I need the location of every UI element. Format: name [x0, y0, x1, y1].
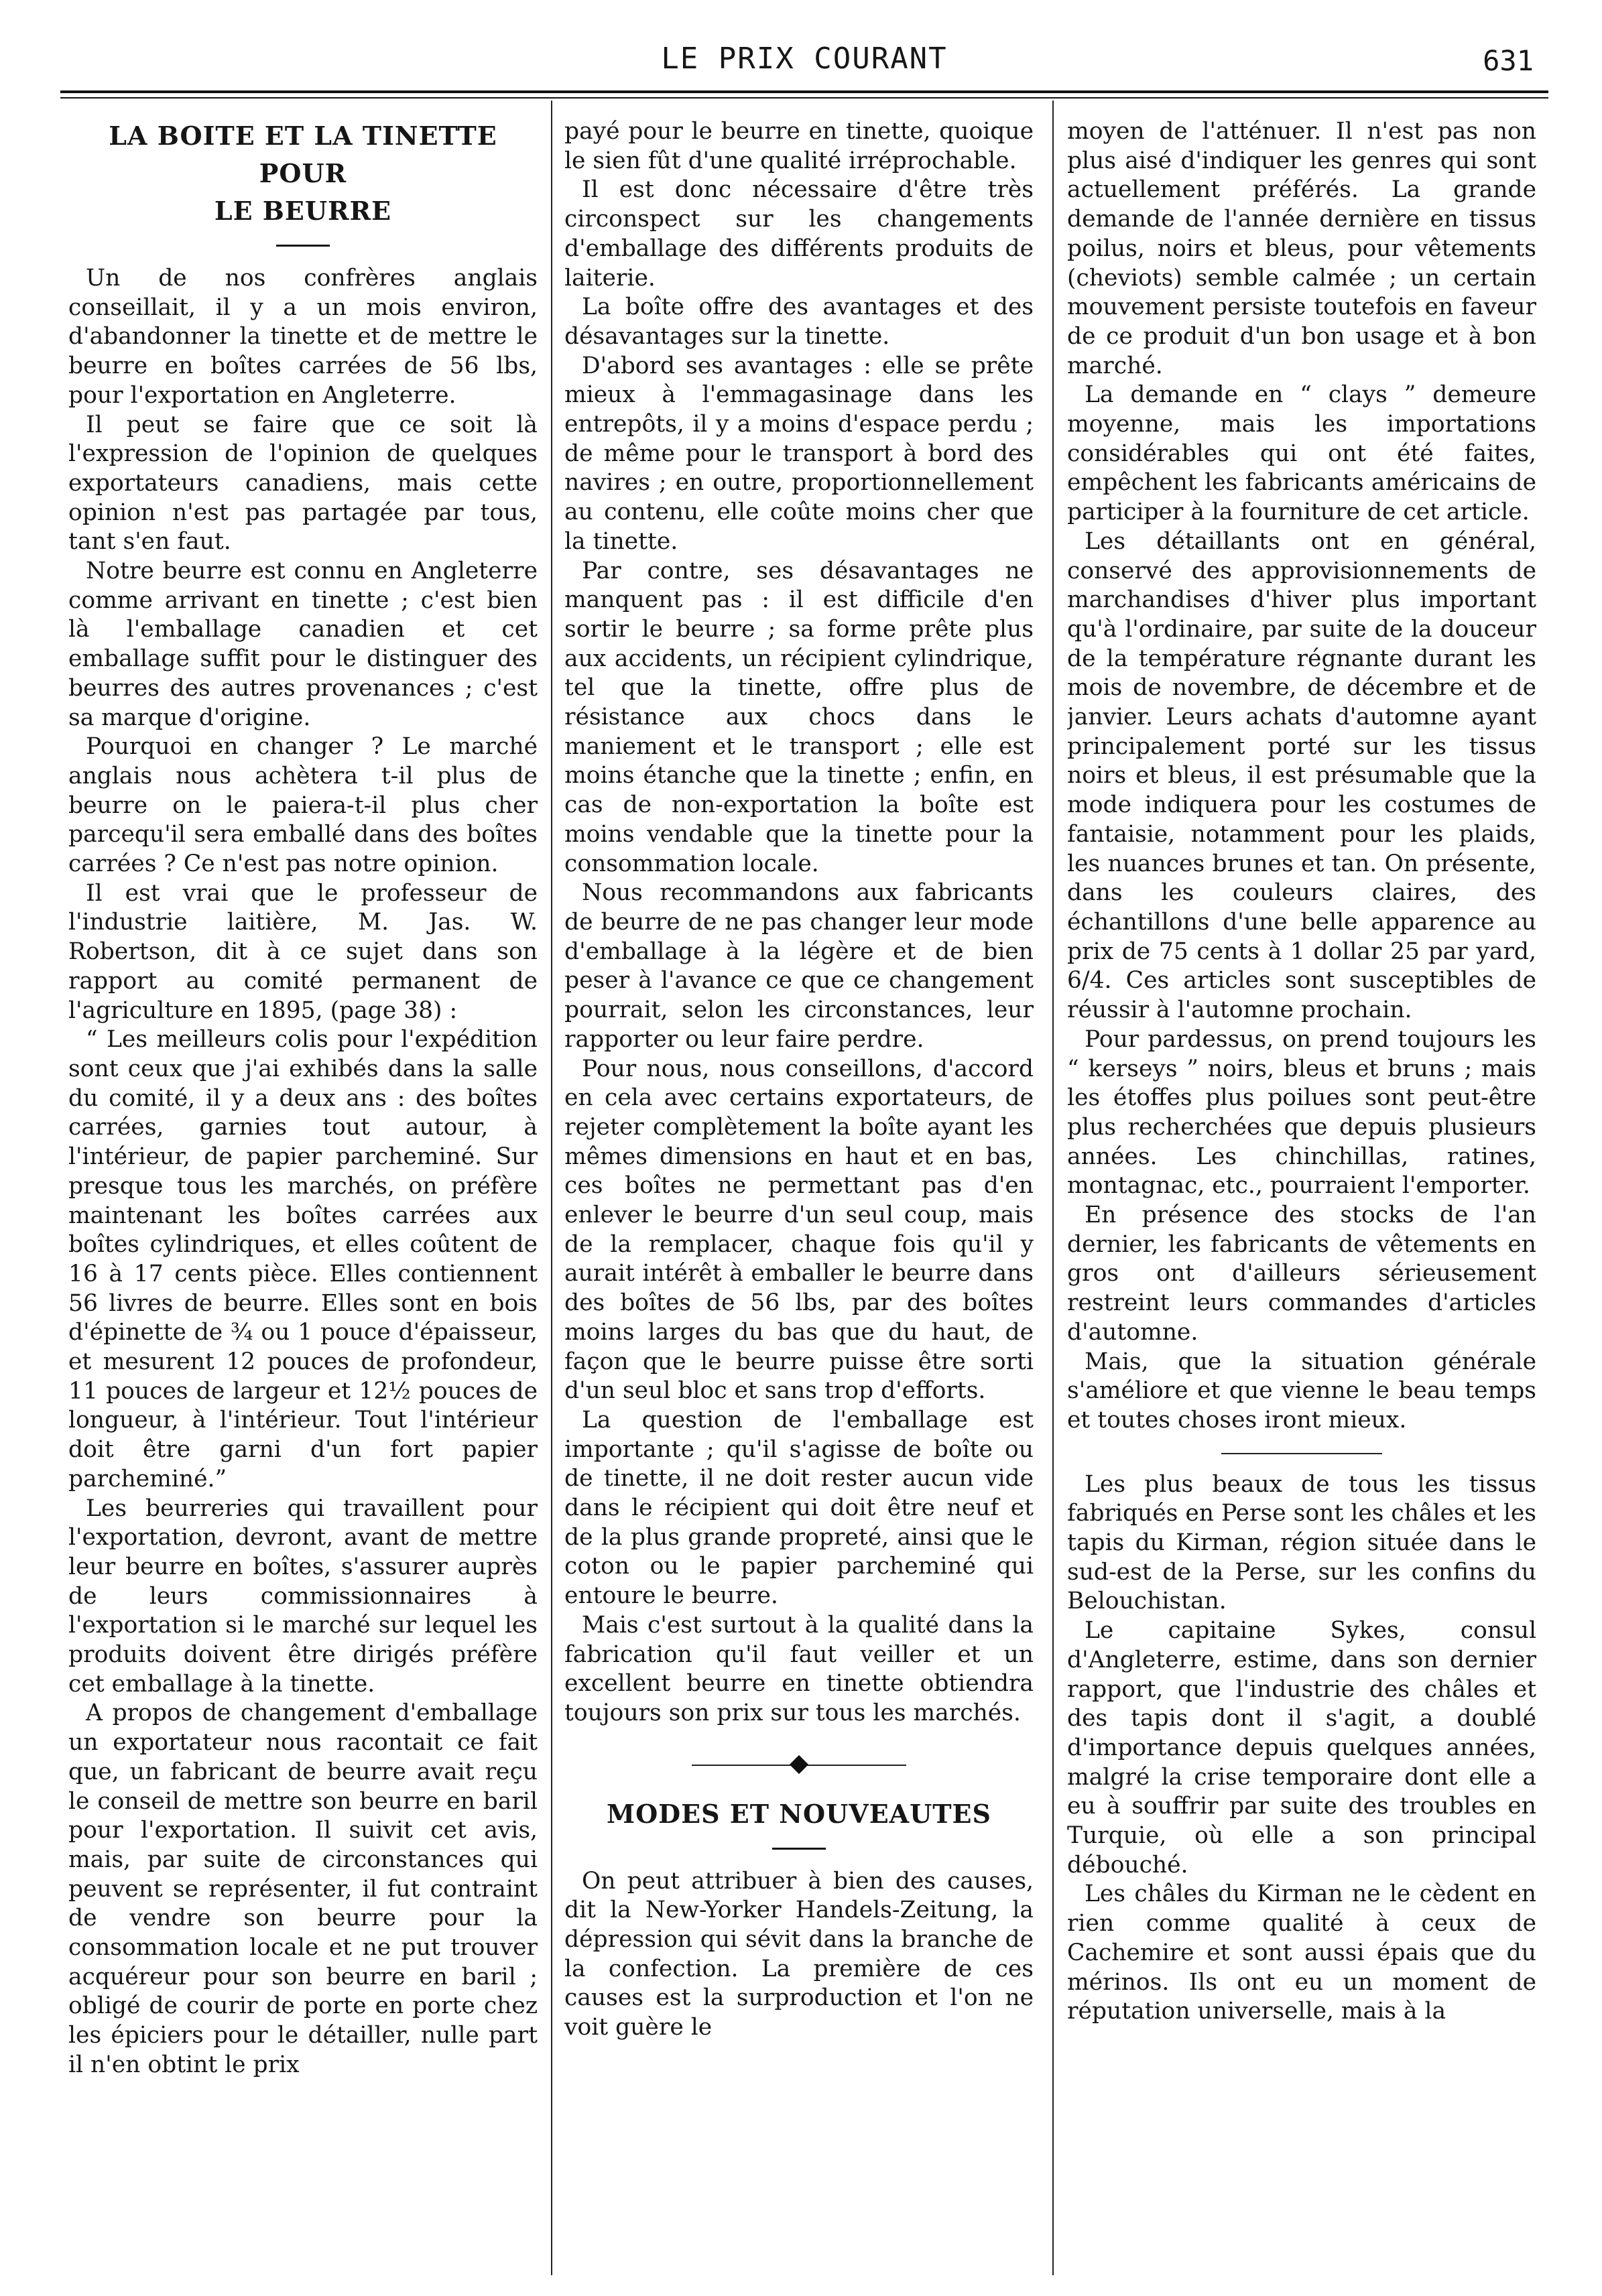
article-title-cont: LE BEURRE: [214, 196, 392, 226]
header-rule: [60, 90, 1548, 93]
page-header: [60, 42, 1548, 88]
paragraph: Pourquoi en changer ? Le marché anglais nous achètera t-il plus de beurre on le paiera-t-il plus cher parcequ'il sera emballé dans des boîtes carrées ? Ce n'est pas notre opinion.: [68, 733, 538, 878]
paragraph: Le capitaine Sykes, consul d'Angleterre, estime, dans son dernier rapport, que l'industrie des châles et des tapis dont il s'agit, a doublé d'importance depuis quelques années, malgré la crise temporaire dont elle a eu à souffrir par suite des troubles en Turquie, où elle a son principal débouché.: [1067, 1617, 1536, 1878]
paragraph: Un de nos confrères anglais conseillait, il y a un mois environ, d'abandonner la tinette et de mettre le beurre en boîtes carrées de 56 lbs, pour l'exportation en Angleterre.: [68, 265, 538, 409]
page-number: 631: [1483, 44, 1534, 77]
paragraph: On peut attribuer à bien des causes, dit la New-Yorker Handels-Zeitung, la dépression qui sévit dans la branche de la confection. La première de ces causes est la surproduction et l'on ne voit guère le: [564, 1867, 1034, 2041]
column-divider: [1052, 101, 1054, 2275]
paragraph: Il est donc nécessaire d'être très circonspect sur les changements d'emballage des différents produits de laiterie.: [564, 176, 1034, 292]
paragraph: Par contre, ses désavantages ne manquent pas : il est difficile d'en sortir le beurre ; sa forme prête plus aux accidents, un récipient cylindrique, tel que la tinette, offre plus de résistance aux chocs dans le maniement et le transport ; elle est moins étanche que la tinette ; enfin, en cas de non-exportation la boîte est moins vendable que la tinette pour la consommation locale.: [564, 557, 1034, 877]
column-3: [1067, 117, 1536, 2272]
paragraph: moyen de l'atténuer. Il n'est pas non plus aisé d'indiquer les genres qui sont actuellement préférés. La grande demande de l'année dernière en tissus poilus, noirs et bleus, pour vêtements (cheviots) semble calmée ; un certain mouvement persiste toutefois en faveur de ce produit d'un bon usage et à bon marché.: [1067, 118, 1536, 379]
header-rule-thin: [60, 97, 1548, 99]
paragraph: D'abord ses avantages : elle se prête mieux à l'emmagasinage dans les entrepôts, il y a moins d'espace perdu ; de même pour le transport à bord des navires ; en outre, proportionnellement au contenu, elle coûte moins cher que la tinette.: [564, 352, 1034, 555]
article-title: LA BOITE ET LA TINETTE POUR: [109, 121, 497, 188]
paragraph: A propos de changement d'emballage un exportateur nous racontait ce fait que, un fabricant de beurre avait reçu le conseil de mettre son beurre en baril pour l'exportation. Il suivit cet avis, mais, par suite de circonstances qui peuvent se représenter, il fut contraint de vendre son beurre pour la consommation locale et ne put trouver acquéreur pour son beurre en baril ; obligé de courir de porte en porte chez les épiciers pour le détailler, nulle part il n'en obtint le prix: [68, 1700, 538, 2078]
section-rule: [1221, 1453, 1382, 1454]
paragraph: Mais, que la situation générale s'améliore et que vienne le beau temps et toutes choses iront mieux.: [1067, 1348, 1536, 1433]
title-rule: [276, 245, 330, 247]
column-2: [564, 117, 1034, 2272]
paragraph: Il est vrai que le professeur de l'industrie laitière, M. Jas. W. Robertson, dit à ce sujet dans son rapport au comité permanent de l'agriculture en 1895, (page 38) :: [68, 879, 538, 1024]
paragraph: Il peut se faire que ce soit là l'expression de l'opinion de quelques exportateurs canadiens, mais cette opinion n'est pas partagée par tous, tant s'en faut.: [68, 411, 538, 556]
title-rule: [772, 1848, 826, 1850]
paragraph: Les châles du Kirman ne le cèdent en rien comme qualité à ceux de Cachemire et sont aussi épais que du mérinos. Ils ont eu un moment de réputation universelle, mais à la: [1067, 1880, 1536, 2025]
paragraph: La demande en “ clays ” demeure moyenne, mais les importations considérables qui ont été faites, empêchent les fabricants américains de participer à la fourniture de cet article.: [1067, 381, 1536, 526]
paragraph: La boîte offre des avantages et des désavantages sur la tinette.: [564, 294, 1034, 350]
paragraph: Les plus beaux de tous les tissus fabriqués en Perse sont les châles et les tapis du Kirman, région située dans le sud-est de la Perse, sur les confins du Belouchistan.: [1067, 1470, 1536, 1615]
article-title: MODES ET NOUVEAUTES: [607, 1798, 991, 1829]
journal-title: LE PRIX COURANT: [661, 42, 948, 76]
paragraph: Les détaillants ont en général, conservé des approvisionnements de marchandises d'hiver plus important qu'à l'ordinaire, par suite de la douceur de la température régnante durant les mois de novembre, de décembre et de janvier. Leurs achats d'automne ayant principalement porté sur les tissus noirs et bleus, il est présumable que la mode indiquera pour les costumes de fantaisie, notamment pour les plaids, les nuances brunes et tan. On présente, dans les couleurs claires, des échantillons d'une belle apparence au prix de 75 cents à 1 dollar 25 par yard, 6/4. Ces articles sont susceptibles de réussir à l'automne prochain.: [1067, 527, 1536, 1024]
diamond-ornament-icon: [790, 1755, 808, 1774]
paragraph: Pour pardessus, on prend toujours les “ kerseys ” noirs, bleus et bruns ; mais les étoffes plus poilues sont peut-être plus recherchées que depuis plusieurs années. Les chinchillas, ratines, montagnac, etc., pourraient l'emporter.: [1067, 1025, 1536, 1200]
section-separator: [564, 1755, 1034, 1775]
paragraph: Notre beurre est connu en Angleterre comme arrivant en tinette ; c'est bien là l'emballage canadien et cet emballage suffit pour le distinguer des beurres des autres provenances ; c'est sa marque d'origine.: [68, 558, 538, 731]
paragraph: Mais c'est surtout à la qualité dans la fabrication qu'il faut veiller et un excellent beurre en tinette obtiendra toujours son prix sur tous les marchés.: [564, 1611, 1034, 1726]
paragraph: Les beurreries qui travaillent pour l'exportation, devront, avant de mettre leur beurre en boîtes, s'assurer auprès de leurs commissionnaires à l'exportation si le marché sur lequel les produits doivent être dirigés préfère cet emballage à la tinette.: [68, 1494, 538, 1698]
paragraph: La question de l'emballage est importante ; qu'il s'agisse de boîte ou de tinette, il ne doit rester aucun vide dans le récipient qui doit être neuf et de la plus grande propreté, ainsi que le coton ou le papier parcheminé qui entoure le beurre.: [564, 1406, 1034, 1610]
paragraph: Pour nous, nous conseillons, d'accord en cela avec certains exportateurs, de rejeter complètement la boîte ayant les mêmes dimensions en haut et en bas, ces boîtes ne permettant pas d'en enlever le beurre d'un seul coup, mais de la remplacer, chaque fois qu'il y aurait intérêt à emballer le beurre dans des boîtes de 56 lbs, par des boîtes moins larges du bas que du haut, de façon que le beurre puisse être sorti d'un seul bloc et sans trop d'efforts.: [564, 1055, 1034, 1405]
quotation: “ Les meilleurs colis pour l'expédition sont ceux que j'ai exhibés dans la salle du comité, il y a deux ans : des boîtes carrées, garnies tout autour, à l'intérieur, de papier parcheminé. Sur presque tous les marchés, on préfère maintenant les boîtes carrées aux boîtes cylindriques, et elles coûtent de 16 à 17 cents pièce. Elles contiennent 56 livres de beurre. Elles sont en bois d'épinette de ¾ ou 1 pouce d'épaisseur, et mesurent 12 pouces de profondeur, 11 pouces de largeur et 12½ pouces de longueur, à l'intérieur. Tout l'intérieur doit être garni d'un fort papier parcheminé.”: [68, 1026, 538, 1492]
column-divider: [551, 101, 552, 2275]
paragraph: Nous recommandons aux fabricants de beurre de ne pas changer leur mode d'emballage à la légère et de bien peser à l'avance ce que ce changement pourrait, selon les circonstances, leur rapporter ou leur faire perdre.: [564, 879, 1034, 1053]
paragraph: En présence des stocks de l'an dernier, les fabricants de vêtements en gros ont d'ailleurs sérieusement restreint leurs commandes d'articles d'automne.: [1067, 1202, 1536, 1346]
column-1: [68, 117, 538, 2272]
paragraph: payé pour le beurre en tinette, quoique le sien fût d'une qualité irréprochable.: [564, 118, 1034, 174]
